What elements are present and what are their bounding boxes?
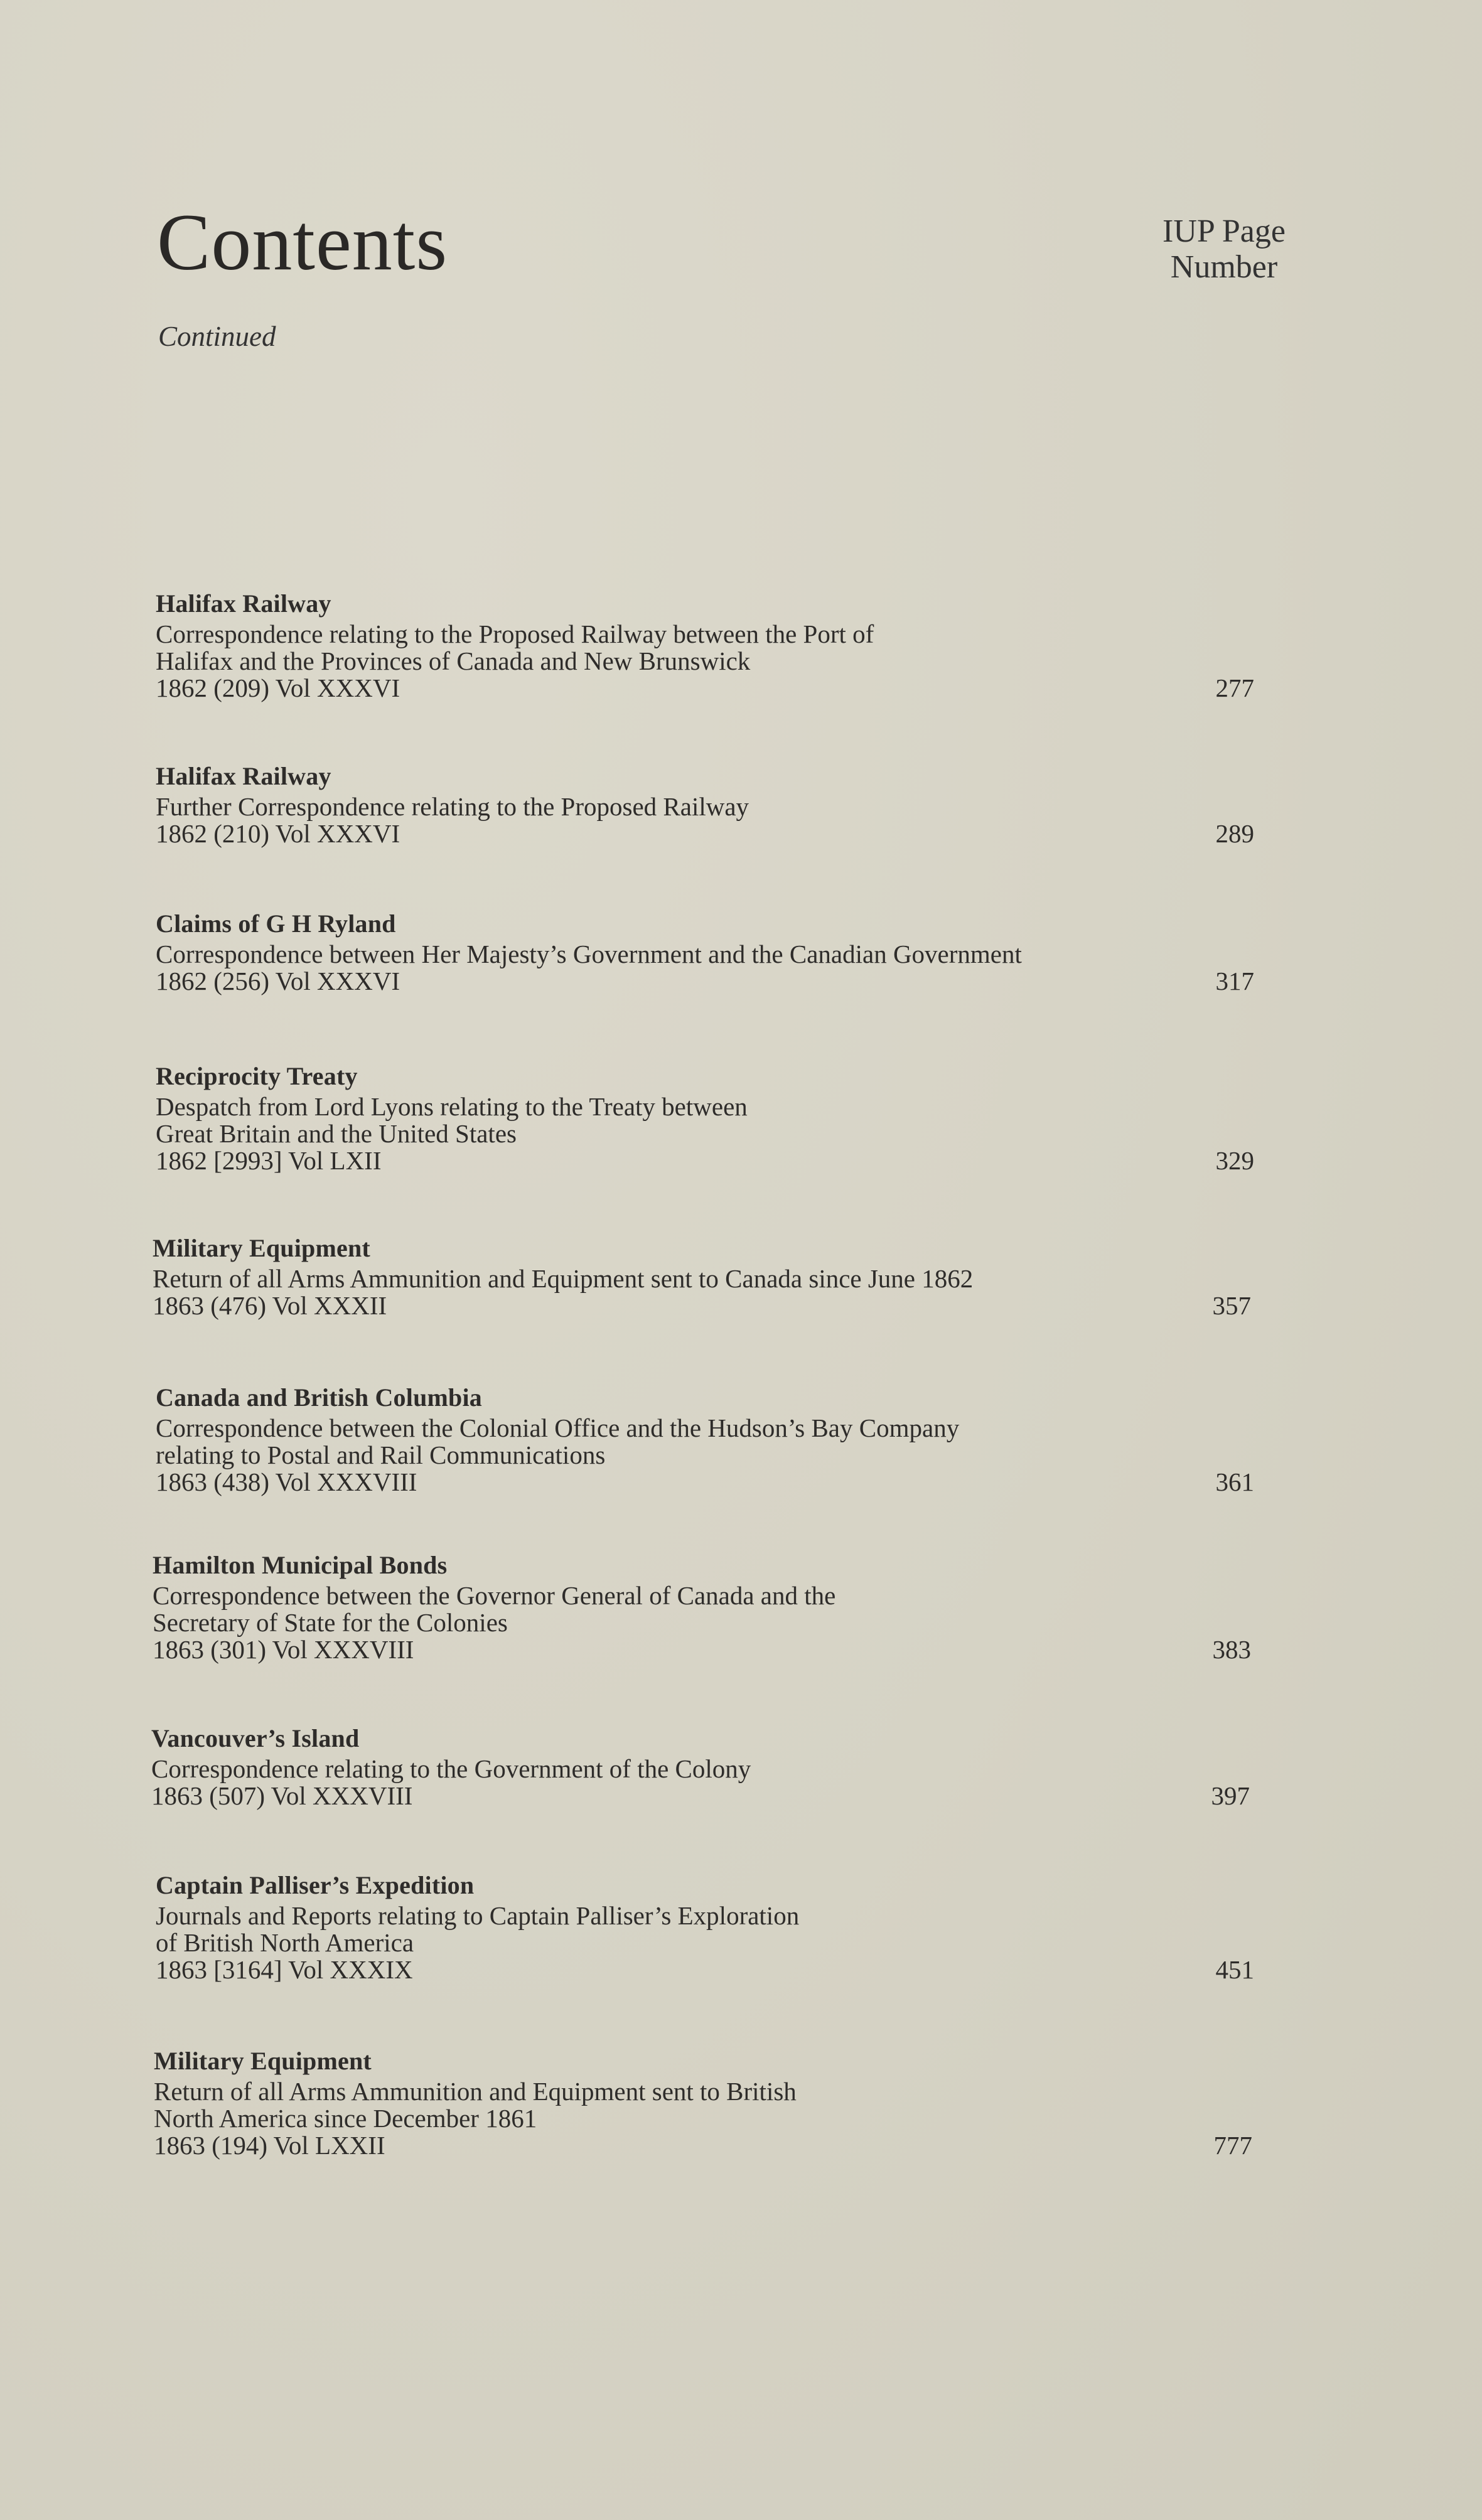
entry-reference: 1862 (256) Vol XXXVI [156,967,400,995]
entry-description-line: Halifax and the Provinces of Canada and New Brunswick [156,646,751,675]
entry-description-line: Return of all Arms Ammunition and Equipment sent to Canada since June 1862 [153,1264,974,1293]
entry-page-number: 397 [1211,1781,1250,1810]
entry-page-number: 383 [1212,1635,1251,1664]
entry-page-number: 289 [1215,819,1254,848]
contents-entry [156,1384,1254,1496]
entry-description-line: Correspondence between Her Majesty’s Government and the Canadian Government [156,940,1022,968]
entry-heading: Military Equipment [154,2047,372,2075]
contents-entry [154,2047,1252,2159]
entry-heading: Vancouver’s Island [151,1724,360,1752]
entry-description-line: Great Britain and the United States [156,1119,517,1148]
contents-entry [151,1725,1250,1810]
entry-reference: 1863 (476) Vol XXXII [153,1291,387,1320]
contents-entry [156,1063,1254,1174]
entry-reference: 1862 [2993] Vol LXII [156,1146,382,1175]
page-title: Contents [157,198,448,287]
page-subtitle: Continued [158,321,276,352]
entry-heading: Reciprocity Treaty [156,1062,358,1090]
column-header-line1: IUP Page [1163,213,1286,249]
entry-page-number: 277 [1215,673,1254,702]
entry-description-line: of British North America [156,1928,414,1957]
entry-reference: 1863 (438) Vol XXXVIII [156,1467,417,1496]
page-number-column-header [1124,213,1324,285]
entry-description-line: Return of all Arms Ammunition and Equipment sent to British [154,2077,797,2106]
contents-entry [153,1552,1251,1663]
entry-reference: 1863 [3164] Vol XXXIX [156,1955,413,1984]
entry-reference: 1863 (301) Vol XXXVIII [153,1635,414,1664]
entry-description-line: Correspondence between the Colonial Office and the Hudson’s Bay Company [156,1413,960,1442]
entry-heading: Military Equipment [153,1234,370,1262]
entry-heading: Captain Palliser’s Expedition [156,1871,475,1899]
contents-entry [156,763,1254,847]
entry-description-line: North America since December 1861 [154,2104,537,2133]
entry-page-number: 361 [1215,1467,1254,1496]
entry-heading: Canada and British Columbia [156,1383,482,1412]
column-header-line2: Number [1170,249,1278,286]
entry-heading: Halifax Railway [156,762,331,790]
entry-description-line: Journals and Reports relating to Captain Palliser’s Exploration [156,1901,800,1930]
entry-heading: Hamilton Municipal Bonds [153,1551,448,1579]
entry-page-number: 451 [1215,1955,1254,1984]
entry-reference: 1862 (209) Vol XXXVI [156,673,400,702]
entry-description-line: Despatch from Lord Lyons relating to the Treaty between [156,1092,748,1121]
entry-description-line: Secretary of State for the Colonies [153,1608,508,1637]
entry-reference: 1863 (194) Vol LXXII [154,2131,385,2160]
contents-entry [153,1235,1251,1319]
entry-description-line: relating to Postal and Rail Communications [156,1440,606,1469]
entry-page-number: 317 [1215,967,1254,995]
entry-reference: 1862 (210) Vol XXXVI [156,819,400,848]
entry-heading: Claims of G H Ryland [156,909,396,938]
entry-description-line: Further Correspondence relating to the Proposed Railway [156,792,749,821]
entry-description-line: Correspondence relating to the Government of the Colony [151,1754,751,1783]
contents-entry [156,910,1254,995]
contents-entry [156,1872,1254,1983]
entry-page-number: 777 [1213,2131,1252,2160]
entry-description-line: Correspondence between the Governor General of Canada and the [153,1581,836,1610]
contents-entry [156,590,1254,702]
entry-reference: 1863 (507) Vol XXXVIII [151,1781,413,1810]
entry-description-line: Correspondence relating to the Proposed Railway between the Port of [156,619,874,648]
entry-page-number: 329 [1215,1146,1254,1175]
entry-heading: Halifax Railway [156,589,331,618]
entry-page-number: 357 [1212,1291,1251,1320]
